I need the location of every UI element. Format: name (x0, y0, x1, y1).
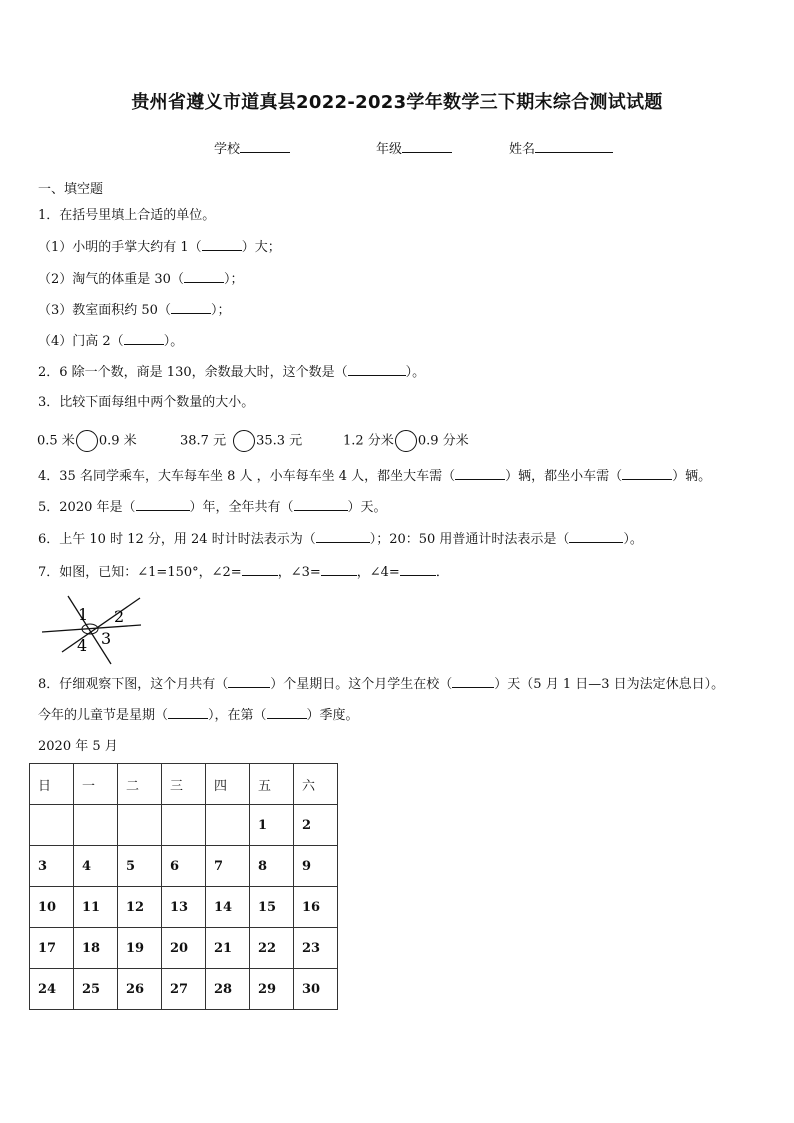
compare-2-right: 35.3 元 (256, 433, 303, 449)
calendar-day-cell: 9 (294, 846, 338, 887)
q7-mid-1: ，∠3= (277, 565, 321, 580)
calendar-day-cell: 10 (30, 887, 74, 928)
calendar-day-cell: 23 (294, 928, 338, 969)
question-4 (38, 467, 711, 486)
q7-mid-2: ，∠4= (356, 565, 400, 580)
q6-end: ）。 (623, 532, 643, 547)
calendar-day-cell: 19 (118, 928, 162, 969)
calendar-caption: 2020 年 5 月 (38, 739, 118, 754)
q5-blank-1[interactable] (136, 498, 190, 511)
page-title: 贵州省遵义市道真县2022-2023学年数学三下期末综合测试试题 (131, 92, 663, 113)
q1-p4-text: （4）门高 2（ (38, 334, 124, 349)
calendar-day-cell: 24 (30, 969, 74, 1010)
question-1-part-4 (38, 332, 183, 351)
q4-blank-2[interactable] (622, 467, 672, 480)
q8-mid: ）个星期日。这个月学生在校（ (270, 677, 453, 692)
calendar-week-row (30, 969, 338, 1010)
calendar-day-cell: 18 (74, 928, 118, 969)
calendar-day-cell: 30 (294, 969, 338, 1010)
q5-text: 5．2020 年是（ (38, 500, 136, 515)
q1-p1-end: ）大； (241, 240, 281, 255)
compare-3-circle[interactable] (395, 430, 417, 452)
q7-text: 7．如图，已知：∠1=150°，∠2= (38, 565, 242, 580)
q4-mid: ）辆，都坐小车需（ (505, 469, 623, 484)
q4-blank-1[interactable] (455, 467, 505, 480)
question-2 (38, 363, 425, 382)
q6-text: 6．上午 10 时 12 分，用 24 时计时法表示为（ (38, 532, 316, 547)
calendar-day-cell: 15 (250, 887, 294, 928)
q7-blank-3[interactable] (400, 563, 436, 576)
q8-end-2: ）季度。 (306, 708, 359, 723)
question-3-stem: 3．比较下面每组中两个数量的大小。 (38, 395, 255, 410)
section-heading: 一、填空题 (38, 182, 104, 197)
compare-2-left: 38.7 元 (180, 433, 227, 449)
q8-blank-3[interactable] (168, 706, 208, 719)
q1-p4-blank[interactable] (124, 332, 164, 345)
q5-blank-2[interactable] (294, 498, 348, 511)
question-7 (38, 563, 449, 582)
calendar-day-cell (74, 805, 118, 846)
calendar-day-cell: 27 (162, 969, 206, 1010)
calendar-day-cell: 21 (206, 928, 250, 969)
calendar-day-cell: 26 (118, 969, 162, 1010)
calendar-day-cell: 1 (250, 805, 294, 846)
school-label: 学校 (214, 142, 241, 157)
q1-p3-end: ）； (210, 303, 231, 318)
grade-field[interactable] (376, 140, 452, 159)
school-blank[interactable] (240, 140, 290, 153)
calendar-day-cell: 4 (74, 846, 118, 887)
q7-end: ． (435, 565, 449, 580)
calendar-day-cell: 3 (30, 846, 74, 887)
calendar-day-cell: 13 (162, 887, 206, 928)
compare-3-left: 1.2 分米 (343, 433, 394, 449)
calendar-day-cell: 22 (250, 928, 294, 969)
angle-figure (38, 590, 148, 670)
question-6 (38, 530, 643, 549)
weekday-header: 一 (74, 764, 118, 805)
weekday-header: 二 (118, 764, 162, 805)
calendar-day-cell: 6 (162, 846, 206, 887)
angle-label-1: 1 (78, 605, 89, 624)
q8-blank-1[interactable] (228, 675, 270, 688)
angle-label-4: 4 (77, 636, 88, 655)
name-label: 姓名 (509, 142, 536, 157)
q2-blank[interactable] (348, 363, 406, 376)
calendar-header-row (30, 764, 338, 805)
calendar-day-cell: 7 (206, 846, 250, 887)
question-1-stem: 1．在括号里填上合适的单位。 (38, 208, 216, 223)
q1-p2-text: （2）淘气的体重是 30（ (38, 272, 184, 287)
compare-3 (343, 430, 469, 452)
calendar-day-cell: 17 (30, 928, 74, 969)
calendar-day-cell: 28 (206, 969, 250, 1010)
weekday-header: 三 (162, 764, 206, 805)
name-field[interactable] (509, 140, 613, 159)
calendar-day-cell: 8 (250, 846, 294, 887)
question-8-line-2 (38, 706, 359, 725)
q7-blank-2[interactable] (321, 563, 357, 576)
question-8-line-1 (38, 675, 724, 694)
calendar-table (29, 763, 338, 1010)
compare-1-right: 0.9 米 (98, 433, 137, 449)
calendar-week-row (30, 846, 338, 887)
angle-label-2: 2 (114, 607, 125, 626)
calendar-day-cell: 2 (294, 805, 338, 846)
calendar-day-cell (162, 805, 206, 846)
q1-p4-end: ）。 (163, 334, 184, 349)
q4-end: ）辆。 (672, 469, 712, 484)
compare-2 (180, 430, 302, 452)
calendar-week-row (30, 887, 338, 928)
calendar-day-cell: 16 (294, 887, 338, 928)
q1-p2-end: ）； (223, 272, 244, 287)
weekday-header: 四 (206, 764, 250, 805)
q5-end: ）天。 (347, 500, 387, 515)
calendar-day-cell (118, 805, 162, 846)
weekday-header: 六 (294, 764, 338, 805)
q2-text: 2．6 除一个数，商是 130，余数最大时，这个数是（ (38, 365, 348, 380)
calendar-day-cell: 25 (74, 969, 118, 1010)
q1-p1-blank[interactable] (202, 238, 242, 251)
compare-1-left: 0.5 米 (37, 433, 75, 449)
calendar-week-row (30, 928, 338, 969)
name-blank[interactable] (535, 140, 613, 153)
q6-mid: ）；20：50 用普通计时法表示是（ (369, 532, 570, 547)
q8-text-2: 今年的儿童节是星期（ (38, 708, 169, 723)
q7-blank-1[interactable] (242, 563, 278, 576)
question-1-part-1 (38, 238, 281, 257)
q8-mid-2: ），在第（ (208, 708, 267, 723)
angle-label-3: 3 (101, 629, 112, 648)
q8-end: ）天（5 月 1 日—3 日为法定休息日）。 (494, 677, 725, 692)
question-1-part-3 (38, 301, 230, 320)
q6-blank-1[interactable] (316, 530, 370, 543)
compare-2-circle[interactable] (233, 430, 255, 452)
compare-1 (37, 430, 137, 452)
question-1-part-2 (38, 270, 243, 289)
q5-mid: ）年，全年共有（ (189, 500, 294, 515)
calendar-day-cell: 12 (118, 887, 162, 928)
compare-1-circle[interactable] (76, 430, 98, 452)
q1-p1-text: （1）小明的手掌大约有 1（ (38, 240, 202, 255)
weekday-header: 日 (30, 764, 74, 805)
grade-label: 年级 (376, 142, 403, 157)
calendar-day-cell: 14 (206, 887, 250, 928)
q1-p3-text: （3）教室面积约 50（ (38, 303, 171, 318)
q1-p2-blank[interactable] (184, 270, 224, 283)
q8-blank-2[interactable] (452, 675, 494, 688)
calendar-day-cell: 29 (250, 969, 294, 1010)
calendar-day-cell: 11 (74, 887, 118, 928)
calendar-day-cell (206, 805, 250, 846)
q8-blank-4[interactable] (267, 706, 307, 719)
school-field[interactable] (214, 140, 290, 159)
compare-3-right: 0.9 分米 (417, 433, 469, 449)
q8-text: 8．仔细观察下图，这个月共有（ (38, 677, 229, 692)
q2-end: ）。 (405, 365, 426, 380)
weekday-header: 五 (250, 764, 294, 805)
calendar-day-cell: 5 (118, 846, 162, 887)
calendar-day-cell: 20 (162, 928, 206, 969)
q6-blank-2[interactable] (569, 530, 623, 543)
calendar-week-row (30, 805, 338, 846)
calendar-day-cell (30, 805, 74, 846)
question-5 (38, 498, 387, 517)
grade-blank[interactable] (402, 140, 452, 153)
q4-text: 4．35 名同学乘车，大车每车坐 8 人 ，小车每车坐 4 人，都坐大车需（ (38, 469, 456, 484)
q1-p3-blank[interactable] (171, 301, 211, 314)
